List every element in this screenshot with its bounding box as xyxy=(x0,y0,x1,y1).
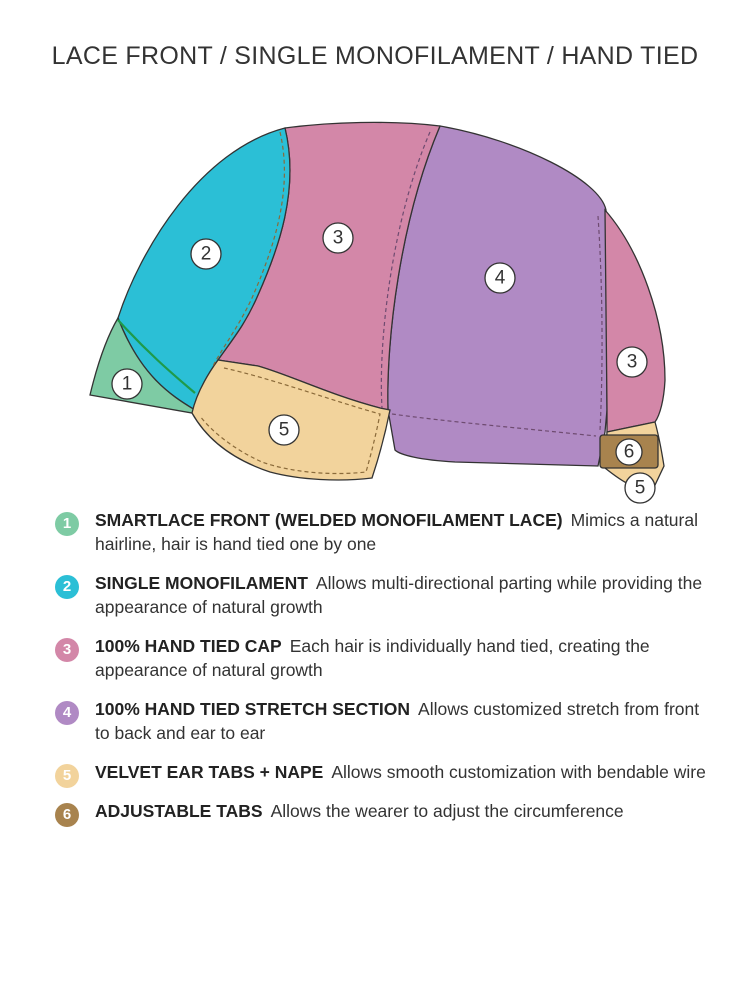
marker-5-ear-label: 5 xyxy=(278,419,290,441)
marker-3-main-label: 3 xyxy=(332,227,344,249)
marker-5-nape-label: 5 xyxy=(634,477,646,499)
legend-badge-1: 1 xyxy=(55,512,79,536)
legend-title-5: VELVET EAR TABS + NAPE xyxy=(95,762,324,782)
legend-title-1: SMARTLACE FRONT (WELDED MONOFILAMENT LACE) xyxy=(95,510,563,530)
legend-badge-6: 6 xyxy=(55,803,79,827)
legend-title-4: 100% HAND TIED STRETCH SECTION xyxy=(95,699,411,719)
legend-item-1 xyxy=(55,508,715,556)
legend-desc-3: Each hair is individually hand tied, creating the appearance of natural growth xyxy=(95,636,650,680)
marker-3-back-label: 3 xyxy=(626,351,638,373)
legend-badge-5: 5 xyxy=(55,764,79,788)
legend-badge-4: 4 xyxy=(55,701,79,725)
legend-badge-3: 3 xyxy=(55,638,79,662)
legend-badge-2: 2 xyxy=(55,575,79,599)
marker-4-label: 4 xyxy=(494,267,506,289)
legend-item-6 xyxy=(55,799,715,823)
marker-6-label: 6 xyxy=(623,441,635,463)
region-hand-tied-back xyxy=(605,210,665,432)
legend-item-2 xyxy=(55,571,715,619)
legend-desc-1: Mimics a natural hairline, hair is hand tied one by one xyxy=(95,510,698,554)
marker-2-label: 2 xyxy=(200,243,212,265)
legend-desc-5: Allows smooth customization with bendable wire xyxy=(331,762,706,782)
legend-desc-6: Allows the wearer to adjust the circumference xyxy=(270,801,624,821)
legend-desc-4: Allows customized stretch from front to back and ear to ear xyxy=(95,699,700,743)
legend xyxy=(55,508,715,838)
wig-cap-diagram xyxy=(0,110,750,510)
legend-desc-2: Allows multi-directional parting while providing the appearance of natural growth xyxy=(95,573,703,617)
legend-title-2: SINGLE MONOFILAMENT xyxy=(95,573,308,593)
legend-title-6: ADJUSTABLE TABS xyxy=(95,801,263,821)
legend-item-4 xyxy=(55,697,715,745)
legend-item-5 xyxy=(55,760,715,784)
legend-title-3: 100% HAND TIED CAP xyxy=(95,636,282,656)
legend-item-3 xyxy=(55,634,715,682)
page-title: LACE FRONT / SINGLE MONOFILAMENT / HAND TIED xyxy=(51,42,699,70)
wig-cap-svg xyxy=(0,110,750,510)
marker-1-label: 1 xyxy=(121,373,133,395)
